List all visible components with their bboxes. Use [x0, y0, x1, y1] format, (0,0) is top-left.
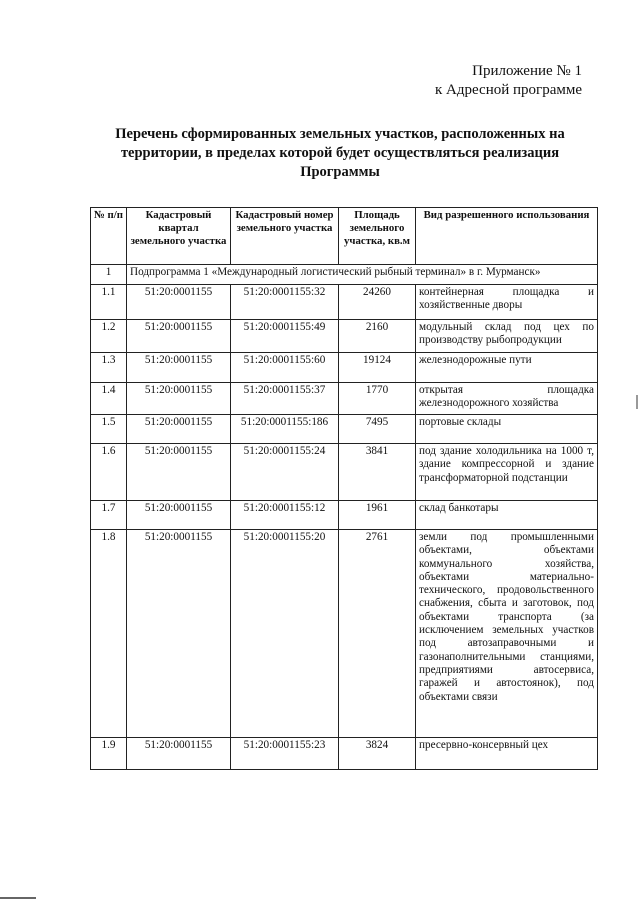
row-area: 19124	[339, 353, 416, 383]
row-number: 1.8	[91, 530, 127, 738]
table-row	[91, 501, 598, 530]
row-number: 1.9	[91, 738, 127, 770]
appendix-heading	[435, 62, 582, 100]
row-number: 1.7	[91, 501, 127, 530]
row-cadastral-number: 51:20:0001155:60	[231, 353, 339, 383]
header-area: Площадь земельного участка, кв.м	[339, 208, 416, 265]
row-permitted-use: портовые склады	[416, 415, 598, 444]
header-cadastral-number: Кадастровый номер земельного участка	[231, 208, 339, 265]
row-number: 1.5	[91, 415, 127, 444]
row-area: 2160	[339, 320, 416, 353]
row-area: 7495	[339, 415, 416, 444]
row-permitted-use: железнодорожные пути	[416, 353, 598, 383]
row-cadastral-block: 51:20:0001155	[127, 383, 231, 415]
document-title: Перечень сформированных земельных участков, расположенных на территории, в пределах которой будет осуществляться реализация Программы	[115, 126, 565, 180]
row-permitted-use: открытая площадка железнодорожного хозяйства	[416, 383, 598, 415]
table-row	[91, 415, 598, 444]
row-number: 1.3	[91, 353, 127, 383]
header-cadastral-block: Кадастровый квартал земельного участка	[127, 208, 231, 265]
row-cadastral-number: 51:20:0001155:20	[231, 530, 339, 738]
header-permitted-use: Вид разрешенного использования	[416, 208, 598, 265]
row-permitted-use: склад банкотары	[416, 501, 598, 530]
land-parcels-table	[90, 207, 598, 770]
row-permitted-use: модульный склад под цех по производству рыбопродукции	[416, 320, 598, 353]
row-cadastral-number: 51:20:0001155:37	[231, 383, 339, 415]
row-cadastral-block: 51:20:0001155	[127, 530, 231, 738]
row-permitted-use: земли под промышленными объектами, объектами коммунального хозяйства, объектами материально-технического, продовольственного снабжения, сбыта и заготовок, под объектами транспорта (за исключением земельных участков под автозаправочными и газонаполнительными станциями, предприятиями автосервиса, гаражей и автостоянок), под объектами связи	[416, 530, 598, 738]
row-cadastral-number: 51:20:0001155:49	[231, 320, 339, 353]
row-cadastral-number: 51:20:0001155:12	[231, 501, 339, 530]
subprogram-row	[91, 265, 598, 285]
appendix-number: Приложение № 1	[472, 63, 582, 79]
row-number: 1.2	[91, 320, 127, 353]
table-row	[91, 738, 598, 770]
table-header-row	[91, 208, 598, 265]
subprogram-label: Подпрограмма 1 «Международный логистический рыбный терминал» в г. Мурманск»	[127, 265, 598, 285]
row-cadastral-block: 51:20:0001155	[127, 285, 231, 320]
row-number: 1.4	[91, 383, 127, 415]
row-cadastral-number: 51:20:0001155:23	[231, 738, 339, 770]
table-row	[91, 444, 598, 501]
row-cadastral-block: 51:20:0001155	[127, 738, 231, 770]
row-permitted-use: пресервно-консервный цех	[416, 738, 598, 770]
row-cadastral-number: 51:20:0001155:186	[231, 415, 339, 444]
row-permitted-use: под здание холодильника на 1000 т, здание компрессорной и здание трансформаторной подстанции	[416, 444, 598, 501]
row-area: 3824	[339, 738, 416, 770]
row-cadastral-block: 51:20:0001155	[127, 320, 231, 353]
table-row	[91, 383, 598, 415]
scan-mark	[0, 897, 36, 899]
row-number: 1.6	[91, 444, 127, 501]
row-permitted-use: контейнерная площадка и хозяйственные дворы	[416, 285, 598, 320]
scan-mark	[636, 395, 638, 409]
row-cadastral-number: 51:20:0001155:32	[231, 285, 339, 320]
row-area: 1770	[339, 383, 416, 415]
row-cadastral-block: 51:20:0001155	[127, 353, 231, 383]
row-cadastral-block: 51:20:0001155	[127, 415, 231, 444]
row-area: 2761	[339, 530, 416, 738]
header-number: № п/п	[91, 208, 127, 265]
table-row	[91, 285, 598, 320]
appendix-reference: к Адресной программе	[435, 82, 582, 98]
row-cadastral-block: 51:20:0001155	[127, 444, 231, 501]
table-row	[91, 320, 598, 353]
row-area: 3841	[339, 444, 416, 501]
subprogram-number: 1	[91, 265, 127, 285]
table-row	[91, 353, 598, 383]
row-area: 24260	[339, 285, 416, 320]
row-area: 1961	[339, 501, 416, 530]
row-cadastral-number: 51:20:0001155:24	[231, 444, 339, 501]
row-number: 1.1	[91, 285, 127, 320]
table-row	[91, 530, 598, 738]
row-cadastral-block: 51:20:0001155	[127, 501, 231, 530]
